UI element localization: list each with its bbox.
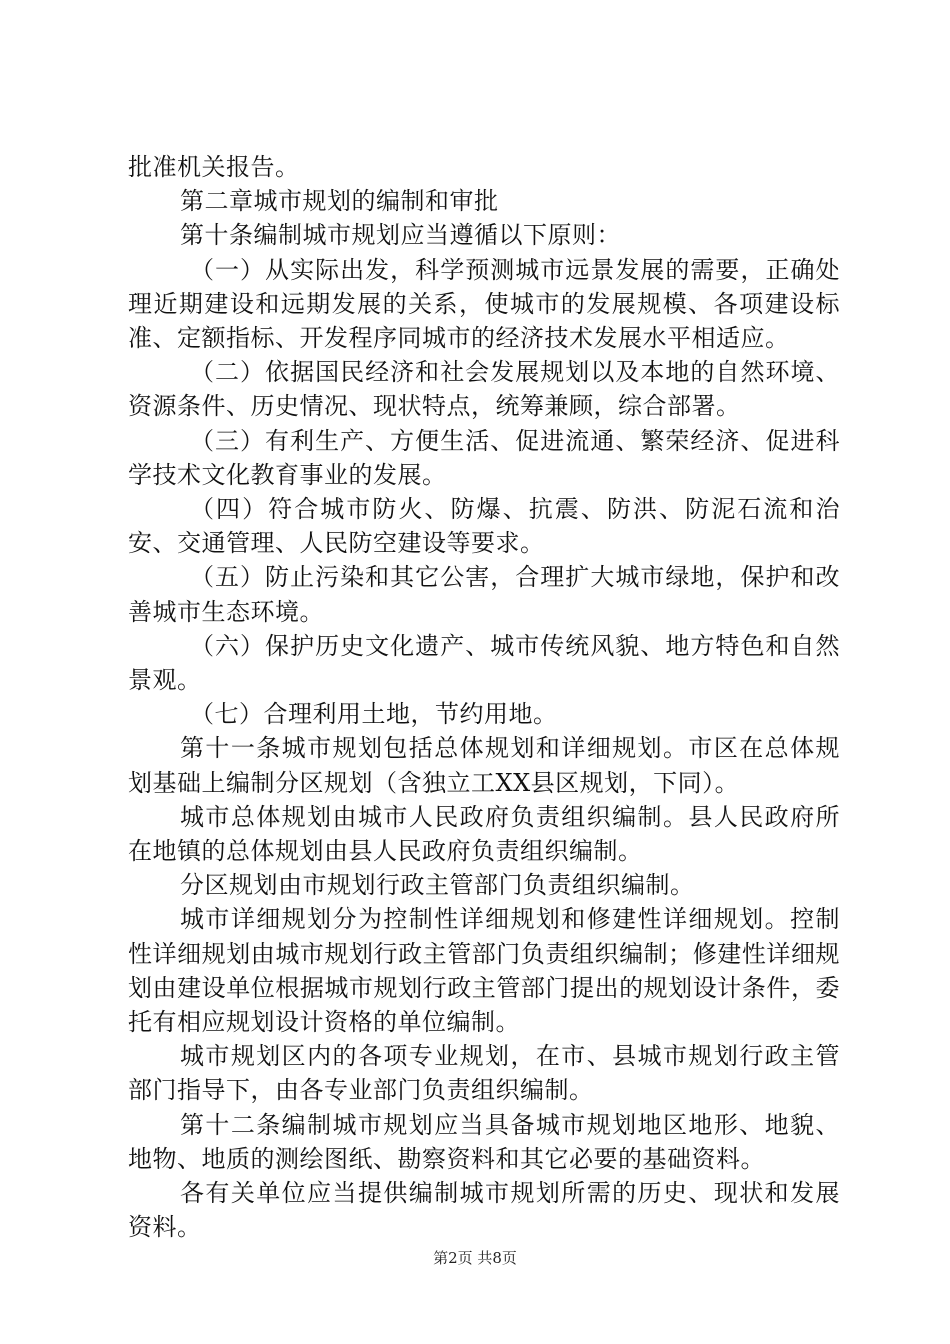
article-10-intro: 第十条编制城市规划应当遵循以下原则： (180, 221, 621, 250)
principle-1: （一）从实际出发，科学预测城市远景发展的需要，正确处理近期建设和远期发展的关系，使城市的发展规模、各项建设标准、定额指标、开发程序同城市的经济技术发展水平相适应。 (128, 255, 840, 353)
principle-5: （五）防止污染和其它公害，合理扩大城市绿地，保护和改善城市生态环境。 (128, 563, 840, 626)
document-body (128, 150, 840, 1245)
article-11-special-plan: 城市规划区内的各项专业规划，在市、县城市规划行政主管部门指导下，由各专业部门负责组织编制。 (128, 1042, 840, 1105)
article-12-materials: 各有关单位应当提供编制城市规划所需的历史、现状和发展资料。 (128, 1179, 840, 1242)
principle-6: （六）保护历史文化遗产、城市传统风貌、地方特色和自然景观。 (128, 631, 840, 695)
paragraph-continuation: 批准机关报告。 (128, 153, 300, 181)
article-11: 第十一条城市规划包括总体规划和详细规划。市区在总体规划基础上编制分区规划（含独立工XX县区规划，下同）。 (128, 734, 840, 797)
chapter-heading: 第二章城市规划的编制和审批 (180, 187, 499, 216)
article-11-district-plan: 分区规划由市规划行政主管部门负责组织编制。 (180, 871, 695, 900)
principle-7: （七）合理利用土地，节约用地。 (190, 700, 558, 729)
article-11-general-plan: 城市总体规划由城市人民政府负责组织编制。县人民政府所在地镇的总体规划由县人民政府负责组织编制。 (128, 802, 840, 866)
principle-3: （三）有利生产、方便生活、促进流通、繁荣经济、促进科学技术文化教育事业的发展。 (128, 426, 840, 489)
principle-2: （二）依据国民经济和社会发展规划以及本地的自然环境、资源条件、历史情况、现状特点，统筹兼顾，综合部署。 (128, 358, 840, 421)
principle-4: （四）符合城市防火、防爆、抗震、防洪、防泥石流和治安、交通管理、人民防空建设等要求。 (128, 495, 840, 558)
page-number: 第2页 共8页 (433, 1249, 517, 1267)
article-12: 第十二条编制城市规划应当具备城市规划地区地形、地貌、地物、地质的测绘图纸、勘察资料和其它必要的基础资料。 (128, 1110, 840, 1173)
article-11-detailed-plan: 城市详细规划分为控制性详细规划和修建性详细规划。控制性详细规划由城市规划行政主管部门负责组织编制；修建性详细规划由建设单位根据城市规划行政主管部门提出的规划设计条件，委托有相应规划设计资格的单位编制。 (128, 905, 840, 1037)
